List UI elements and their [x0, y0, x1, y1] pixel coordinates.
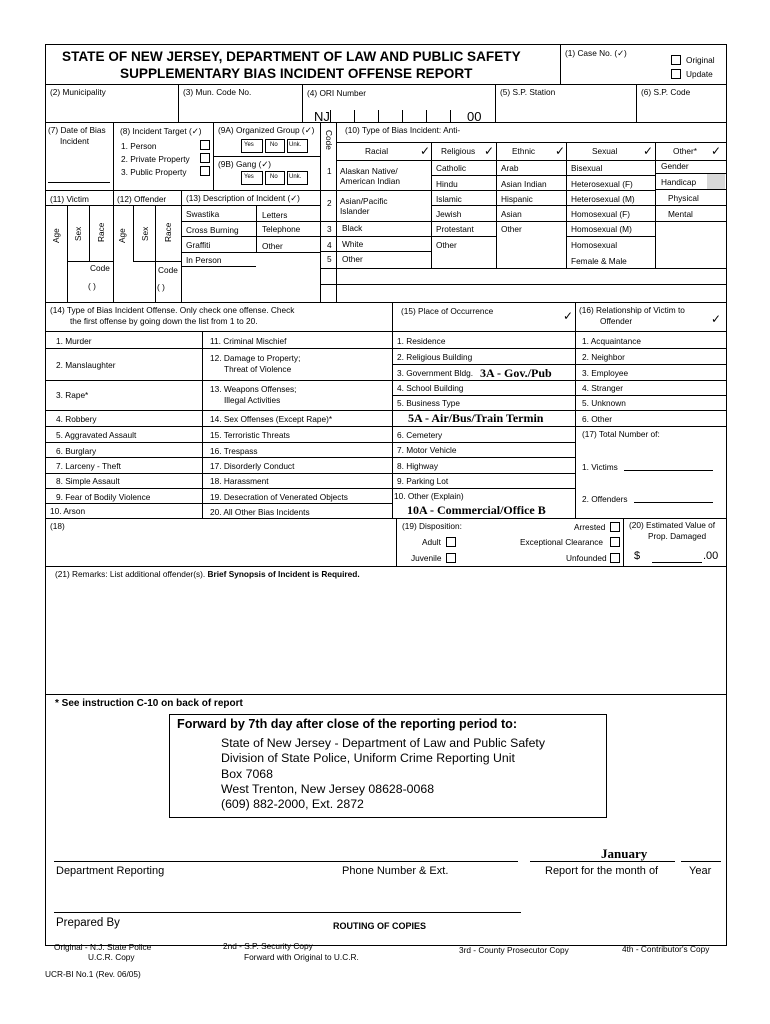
organized-group-label: (9A) Organized Group (✓) — [218, 125, 315, 135]
gang-unk[interactable]: Unk. — [289, 174, 302, 180]
target-public: 3. Public Property — [121, 167, 187, 177]
update-checkbox[interactable] — [671, 69, 681, 79]
offense-6: 6. Burglary — [56, 446, 97, 456]
sexual-homo-f: Homosexual (F) — [571, 209, 631, 219]
sexual-hetero-f: Heterosexual (F) — [571, 179, 633, 189]
prepared-by-label: Prepared By — [56, 917, 120, 929]
racial-code-2: 2 — [327, 198, 332, 208]
offender-sex: Sex — [140, 226, 150, 241]
arrested-label: Arrested — [574, 522, 606, 532]
desc-letters: Letters — [262, 210, 288, 220]
routing-label: ROUTING OF COPIES — [333, 921, 427, 931]
adult-checkbox[interactable] — [446, 537, 456, 547]
bias-type-label: (10) Type of Bias Incident: Anti- — [345, 125, 461, 135]
other-mental: Mental — [668, 209, 693, 219]
victim-label: (11) Victim — [50, 194, 89, 204]
victim-sex: Sex — [73, 226, 83, 241]
offense-4: 4. Robbery — [56, 414, 97, 424]
place-label: (15) Place of Occurrence — [401, 306, 494, 316]
victim-age: Age — [51, 228, 61, 243]
unfounded-checkbox[interactable] — [610, 553, 620, 563]
incident-target-label: (8) Incident Target (✓) — [120, 126, 202, 136]
gang-label: (9B) Gang (✓) — [218, 159, 272, 169]
offender-code: Code — [158, 265, 178, 275]
remarks-area[interactable] — [50, 582, 720, 692]
target-private-checkbox[interactable] — [200, 153, 210, 163]
org-yes[interactable]: Yes — [244, 142, 254, 148]
place-9: 9. Parking Lot — [397, 476, 449, 486]
juvenile-label: Juvenile — [411, 553, 442, 563]
unfounded-label: Unfounded — [566, 553, 607, 563]
forward-line-4: West Trenton, New Jersey 08628-0068 — [221, 782, 435, 796]
offense-19: 19. Desecration of Venerated Objects — [210, 492, 348, 502]
ori-suffix: 00 — [467, 109, 482, 124]
offender-code-paren: ( ) — [157, 282, 165, 292]
religious-jewish: Jewish — [436, 209, 462, 219]
ethnic-hispanic: Hispanic — [501, 194, 533, 204]
offense-10: 10. Arson — [50, 506, 86, 516]
offense-18: 18. Harassment — [210, 476, 269, 486]
victim-race: Race — [96, 222, 106, 242]
total-number-label: (17) Total Number of: — [582, 429, 660, 439]
target-private: 2. Private Property — [121, 154, 190, 164]
report-month-label: Report for the month of — [545, 865, 659, 877]
copy-1: Original - N.J. State Police — [54, 942, 152, 952]
racial-white: White — [342, 239, 364, 249]
offense-20: 20. All Other Bias Incidents — [210, 507, 310, 517]
offense-5: 5. Aggravated Assault — [56, 430, 137, 440]
offense-2: 2. Manslaughter — [56, 360, 116, 370]
place-10a-handwritten: 10A - Commercial/Office B — [407, 504, 546, 516]
col-other: Other* — [673, 146, 697, 156]
ori-number-label: (4) ORI Number — [307, 88, 367, 98]
desc-graffiti: Graffiti — [186, 240, 211, 250]
relationship-6: 6. Other — [582, 414, 612, 424]
place-3a-handwritten: 3A - Gov./Pub — [480, 367, 552, 379]
est-value-label: (20) Estimated Value of — [629, 520, 716, 530]
report-month-handwritten: January — [601, 846, 648, 861]
remarks-label: (21) Remarks: List additional offender(s). Brief Synopsis of Incident is Required. — [55, 569, 360, 579]
offense-9: 9. Fear of Bodily Violence — [56, 492, 151, 502]
date-of-bias-label: (7) Date of Bias — [48, 125, 106, 135]
desc-other: Other — [262, 241, 283, 251]
sexual-homosexual: Homosexual — [571, 240, 618, 250]
racial-code-3: 3 — [327, 224, 332, 234]
offense-8: 8. Simple Assault — [56, 476, 120, 486]
desc-in-person: In Person — [186, 255, 222, 265]
desc-swastika: Swastika — [186, 209, 220, 219]
place-4: 4. School Building — [397, 383, 464, 393]
department-reporting-label: Department Reporting — [56, 865, 165, 877]
original-checkbox[interactable] — [671, 55, 681, 65]
code-column-label: Code — [324, 130, 334, 150]
offense-7: 7. Larceny - Theft — [56, 461, 121, 471]
form-id: UCR-BI No.1 (Rev. 06/05) — [45, 969, 141, 979]
mun-code-label: (3) Mun. Code No. — [183, 87, 252, 97]
offender-race: Race — [163, 222, 173, 242]
offense-11: 11. Criminal Mischief — [210, 336, 287, 346]
target-person: 1. Person — [121, 141, 157, 151]
offense-16: 16. Trespass — [210, 446, 258, 456]
forward-line-1: State of New Jersey - Department of Law and Public Safety — [221, 736, 545, 750]
racial-black: Black — [342, 223, 363, 233]
offense-type-label: (14) Type of Bias Incident Offense. Only check one offense. Check — [50, 305, 295, 315]
victim-code: Code — [90, 263, 110, 273]
other-gender: Gender — [661, 161, 689, 171]
cents-label: .00 — [703, 550, 719, 562]
exceptional-label: Exceptional Clearance — [520, 537, 604, 547]
arrested-checkbox[interactable] — [610, 522, 620, 532]
racial-other: Other — [342, 254, 363, 264]
juvenile-checkbox[interactable] — [446, 553, 456, 563]
racial-asian-2: Islander — [340, 206, 370, 216]
copy-4: 4th - Contributor's Copy — [622, 944, 710, 954]
total-victims-label: 1. Victims — [582, 462, 618, 472]
offense-15: 15. Terroristic Threats — [210, 430, 290, 440]
relationship-3: 3. Employee — [582, 368, 629, 378]
col-sexual: Sexual — [592, 146, 618, 156]
copy-1b: U.C.R. Copy — [88, 952, 135, 962]
racial-alaskan: Alaskan Native/ — [340, 166, 398, 176]
relationship-label: (16) Relationship of Victim to — [579, 305, 685, 315]
desc-cross-burning: Cross Burning — [186, 225, 239, 235]
sexual-homo-m: Homosexual (M) — [571, 224, 632, 234]
copy-3: 3rd - County Prosecutor Copy — [459, 945, 569, 955]
racial-alaskan-2: American Indian — [340, 176, 400, 186]
municipality-label: (2) Municipality — [50, 87, 106, 97]
col-racial: Racial — [365, 146, 389, 156]
form-title-line1: STATE OF NEW JERSEY, DEPARTMENT OF LAW AND PUBLIC SAFETY — [62, 49, 521, 64]
instruction-note: * See instruction C-10 on back of report — [55, 698, 243, 709]
target-public-checkbox[interactable] — [200, 166, 210, 176]
ethnic-asian-indian: Asian Indian — [501, 179, 547, 189]
relationship-2: 2. Neighbor — [582, 352, 625, 362]
offense-13: 13. Weapons Offenses; — [210, 384, 297, 394]
place-1: 1. Residence — [397, 336, 446, 346]
form-title-line2: SUPPLEMENTARY BIAS INCIDENT OFFENSE REPORT — [120, 66, 473, 81]
offense-1: 1. Murder — [56, 336, 92, 346]
forward-line-3: Box 7068 — [221, 767, 273, 781]
gang-no[interactable]: No — [270, 174, 278, 180]
exceptional-checkbox[interactable] — [610, 537, 620, 547]
target-person-checkbox[interactable] — [200, 140, 210, 150]
ethnic-asian: Asian — [501, 209, 522, 219]
sp-station-label: (5) S.P. Station — [500, 87, 556, 97]
col-ethnic: Ethnic — [512, 146, 536, 156]
org-no[interactable]: No — [270, 142, 278, 148]
place-10: 10. Other (Explain) — [394, 491, 464, 501]
section-18-label: (18) — [50, 521, 65, 531]
copy-2: 2nd - S.P. Security Copy — [223, 941, 313, 951]
copy-2b: Forward with Original to U.C.R. — [244, 952, 359, 962]
est-value-label2: Prop. Damaged — [648, 531, 707, 541]
total-offenders-label: 2. Offenders — [582, 494, 628, 504]
offense-12b: Threat of Violence — [224, 364, 292, 374]
other-physical: Physical — [668, 193, 699, 203]
racial-code-5: 5 — [327, 254, 332, 264]
desc-telephone: Telephone — [262, 224, 301, 234]
offender-label: (12) Offender — [117, 194, 167, 204]
place-3: 3. Government Bldg. — [397, 368, 474, 378]
sexual-bisexual: Bisexual — [571, 163, 603, 173]
offense-3: 3. Rape* — [56, 390, 89, 400]
adult-label: Adult — [422, 537, 441, 547]
ethnic-other: Other — [501, 224, 522, 234]
offense-14: 14. Sex Offenses (Except Rape)* — [210, 414, 333, 424]
offense-type-label2: the first offense by going down the list from 1 to 20. — [70, 316, 258, 326]
relationship-1: 1. Acquaintance — [582, 336, 642, 346]
other-handicap: Handicap — [661, 177, 697, 187]
place-8: 8. Highway — [397, 461, 439, 471]
racial-code-4: 4 — [327, 240, 332, 250]
col-religious: Religious — [441, 146, 476, 156]
religious-islamic: Islamic — [436, 194, 462, 204]
racial-asian: Asian/Pacific — [340, 196, 388, 206]
sexual-female-male: Female & Male — [571, 256, 627, 266]
year-label: Year — [689, 865, 712, 877]
religious-hindu: Hindu — [436, 179, 458, 189]
place-6: 6. Cemetery — [397, 430, 443, 440]
place-5a-handwritten: 5A - Air/Bus/Train Termin — [408, 412, 544, 424]
religious-protestant: Protestant — [436, 224, 474, 234]
forward-line-5: (609) 882-2000, Ext. 2872 — [221, 797, 364, 811]
disposition-label: (19) Disposition: — [402, 521, 462, 531]
religious-catholic: Catholic — [436, 163, 466, 173]
place-2: 2. Religious Building — [397, 352, 473, 362]
org-unk[interactable]: Unk. — [289, 142, 302, 148]
racial-code-1: 1 — [327, 166, 332, 176]
description-label: (13) Description of Incident (✓) — [186, 193, 300, 203]
date-of-bias-label2: Incident — [60, 136, 90, 146]
update-label: Update — [686, 69, 713, 79]
offense-17: 17. Disorderly Conduct — [210, 461, 295, 471]
forward-line-2: Division of State Police, Uniform Crime Reporting Unit — [221, 751, 515, 765]
phone-label: Phone Number & Ext. — [342, 865, 449, 877]
case-no-label: (1) Case No. (✓) — [565, 48, 627, 58]
ethnic-arab: Arab — [501, 163, 519, 173]
forward-title: Forward by 7th day after close of the reporting period to: — [177, 717, 518, 731]
original-label: Original — [686, 55, 715, 65]
relationship-4: 4. Stranger — [582, 383, 624, 393]
victim-code-paren: ( ) — [88, 281, 96, 291]
sexual-hetero-m: Heterosexual (M) — [571, 194, 635, 204]
place-5: 5. Business Type — [397, 398, 461, 408]
offense-13b: Illegal Activities — [224, 395, 281, 405]
sp-code-label: (6) S.P. Code — [641, 87, 691, 97]
offender-age: Age — [117, 228, 127, 243]
gang-yes[interactable]: Yes — [244, 174, 254, 180]
offense-12: 12. Damage to Property; — [210, 353, 301, 363]
dollar-sign: $ — [634, 550, 641, 562]
relationship-label2: Offender — [600, 316, 633, 326]
place-7: 7. Motor Vehicle — [397, 445, 457, 455]
relationship-5: 5. Unknown — [582, 398, 626, 408]
ori-prefix: NJ — [314, 109, 330, 124]
religious-other: Other — [436, 240, 457, 250]
